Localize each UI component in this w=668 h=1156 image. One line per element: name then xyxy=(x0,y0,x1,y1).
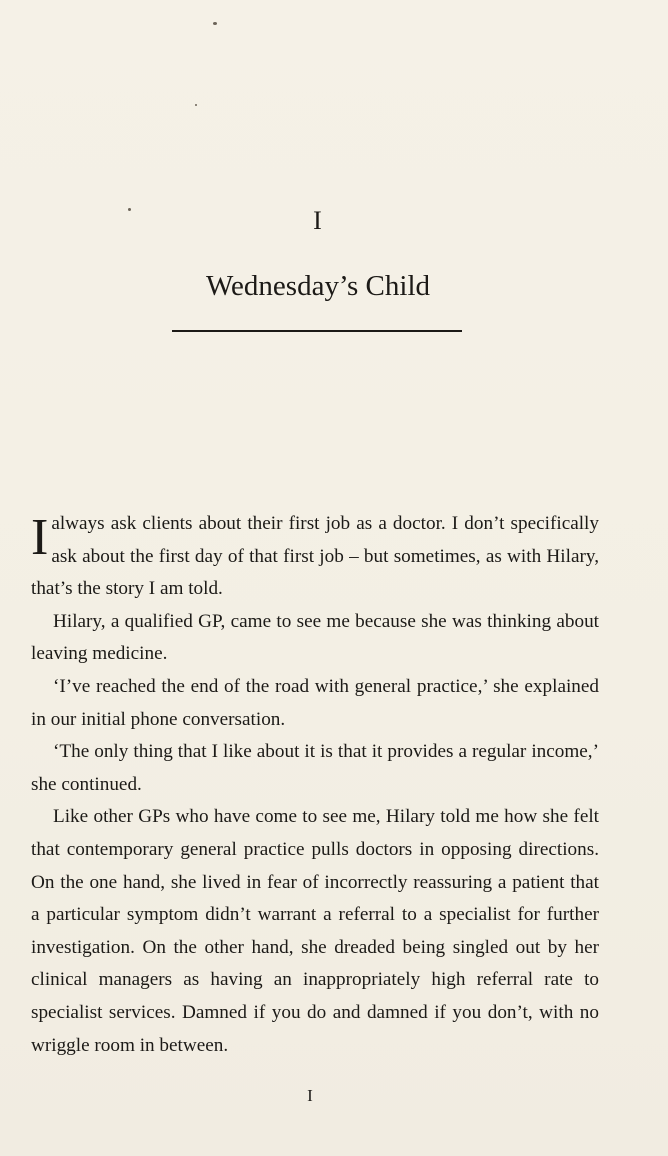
paragraph: Like other GPs who have come to see me, Hilary told me how she felt that contemporary general practice pulls doctors in opposing directions. On the one hand, she lived in fear of incorrectly reassuring a patient that a particular symptom didn’t warrant a referral to a specialist for further investigation. On the other hand, she dreaded being singled out by her clinical managers as having an inappropriately high referral rate to specialist services. Damned if you do and damned if you don’t, with no wriggle room in between. xyxy=(31,806,599,1056)
page-number: I xyxy=(307,1086,313,1105)
paragraph-text: always ask clients about their first job as a doctor. I don’t specifically ask about the first day of that first job – but sometimes, as with Hilary, that’s the story I am told. xyxy=(31,513,599,600)
paper-speck xyxy=(195,104,197,106)
chapter-number: I xyxy=(313,206,323,235)
drop-cap: I xyxy=(31,509,49,566)
chapter-body xyxy=(31,508,599,1062)
paper-speck xyxy=(213,22,217,25)
paragraph xyxy=(31,508,599,606)
paragraph: ‘The only thing that I like about it is that it provides a regular income,’ she continued. xyxy=(31,741,599,795)
title-divider xyxy=(172,330,462,332)
chapter-title: Wednesday’s Child xyxy=(206,270,430,302)
paragraph: ‘I’ve reached the end of the road with general practice,’ she explained in our initial phone conversation. xyxy=(31,675,599,730)
paragraph: Hilary, a qualified GP, came to see me because she was thinking about leaving medicine. xyxy=(31,610,599,665)
